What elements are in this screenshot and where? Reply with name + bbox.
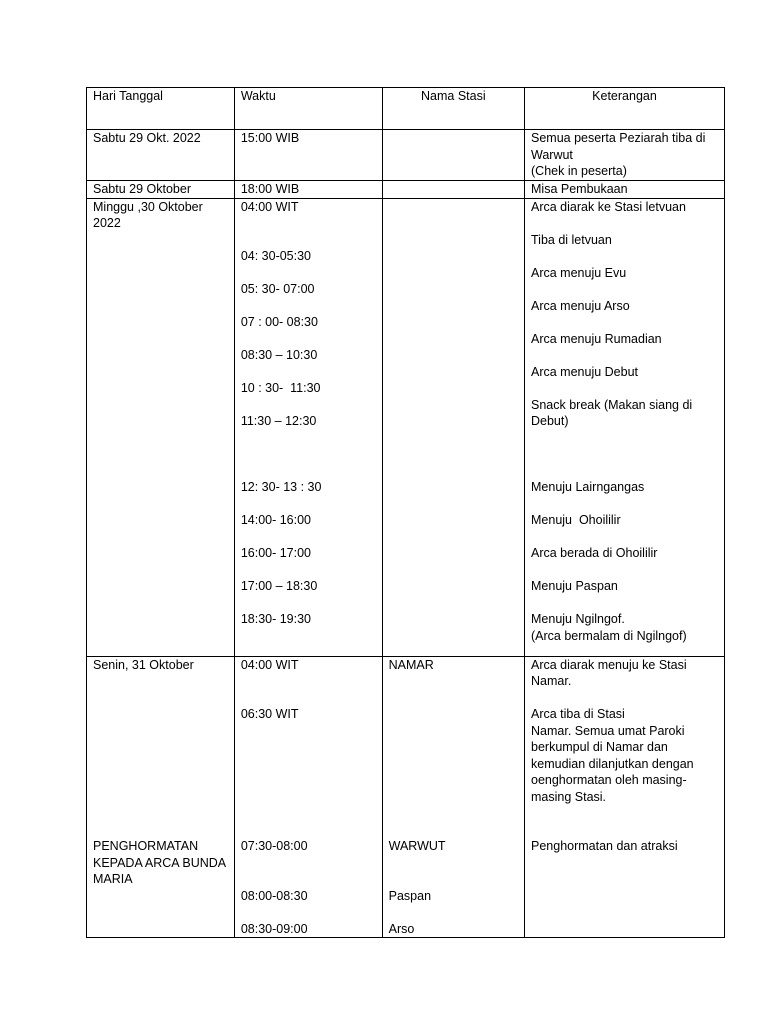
blank-line [241, 430, 376, 447]
cell-text-line: Menuju Paspan [531, 579, 618, 593]
blank-line [389, 706, 518, 723]
blank-line [531, 822, 718, 839]
blank-line [389, 772, 518, 789]
blank-line [241, 690, 376, 707]
note-cell [525, 656, 725, 938]
blank-line [389, 855, 518, 872]
cell-text-line: Arca menuju Rumadian [531, 331, 662, 346]
cell-text-line: 05: 30- 07:00 [240, 282, 315, 296]
time-cell [234, 181, 382, 199]
cell-text-line: Penghormatan dan atraksi [531, 839, 678, 853]
header-hari-tanggal: Hari Tanggal [87, 88, 235, 130]
blank-line [531, 314, 718, 331]
cell-text-line: Arso [388, 921, 415, 936]
cell-text-line: 10 : 30- 11:30 [240, 381, 321, 395]
cell-text-line: WARWUT [388, 839, 446, 853]
blank-line [93, 822, 228, 839]
cell-text-line: 04:00 WIT [240, 657, 299, 672]
blank-line [241, 904, 376, 921]
cell-text-line: KEPADA ARCA BUNDA [93, 855, 227, 870]
cell-text-line: Namar. Semua umat Paroki [531, 723, 685, 738]
cell-text-line: 16:00- 17:00 [240, 546, 312, 560]
station-cell [382, 198, 524, 656]
blank-line [241, 232, 376, 249]
cell-text-line: 08:30 – 10:30 [240, 348, 318, 362]
blank-line [531, 595, 718, 612]
blank-line [93, 772, 228, 789]
table-row [87, 656, 725, 938]
time-cell [234, 130, 382, 181]
cell-text-line: Menuju Ngilngof. [531, 612, 625, 626]
cell-text-line: 07:30-08:00 [240, 839, 308, 853]
cell-text-line: Arca diarak ke Stasi letvuan [531, 199, 686, 214]
cell-text-line: Arca berada di Ohoililir [531, 546, 658, 560]
blank-line [389, 805, 518, 822]
blank-line [241, 463, 376, 480]
cell-text-line: 08:00-08:30 [240, 888, 308, 903]
blank-line [531, 496, 718, 513]
blank-line [389, 690, 518, 707]
cell-text-line: Minggu ,30 Oktober [93, 199, 203, 214]
cell-text-line: Warwut [531, 147, 573, 162]
blank-line [241, 397, 376, 414]
cell-text-line: Arca menuju Debut [531, 364, 639, 379]
cell-text-line: Semua peserta Peziarah tiba di [531, 131, 706, 145]
blank-line [93, 706, 228, 723]
blank-line [93, 756, 228, 773]
cell-text-line: masing Stasi. [531, 789, 607, 804]
blank-line [241, 756, 376, 773]
blank-line [531, 805, 718, 822]
cell-text-line: Arca menuju Evu [531, 265, 627, 280]
cell-text-line: 18:00 WIB [240, 182, 300, 196]
day-cell [87, 656, 235, 938]
cell-text-line: 18:30- 19:30 [240, 612, 312, 626]
blank-line [531, 446, 718, 463]
note-cell [525, 181, 725, 199]
cell-text-line: oenghormatan oleh masing- [531, 773, 687, 787]
blank-line [531, 529, 718, 546]
cell-text-line: Arca menuju Arso [531, 298, 630, 313]
time-cell [234, 198, 382, 656]
cell-text-line: 12: 30- 13 : 30 [240, 480, 322, 494]
blank-line [241, 673, 376, 690]
cell-text-line: 04:00 WIT [240, 199, 299, 214]
cell-text-line: Arca tiba di Stasi [531, 707, 625, 721]
cell-text-line: berkumpul di Namar dan [531, 740, 668, 754]
blank-line [389, 723, 518, 740]
blank-line [93, 690, 228, 707]
day-cell [87, 181, 235, 199]
cell-text-line: Debut) [531, 414, 569, 428]
note-cell [525, 198, 725, 656]
cell-text-line: 11:30 – 12:30 [240, 414, 317, 428]
blank-line [389, 822, 518, 839]
blank-line [389, 789, 518, 806]
note-cell [525, 130, 725, 181]
table-row [87, 198, 725, 656]
cell-text-line: Senin, 31 Oktober [93, 657, 194, 672]
blank-line [241, 496, 376, 513]
blank-line [93, 805, 228, 822]
blank-line [241, 805, 376, 822]
blank-line [531, 215, 718, 232]
header-waktu: Waktu [234, 88, 382, 130]
cell-text-line: 07 : 00- 08:30 [240, 315, 318, 329]
cell-text-line: Menuju Ohoililir [531, 513, 621, 527]
cell-text-line: PENGHORMATAN [93, 839, 199, 853]
blank-line [531, 690, 718, 707]
cell-text-line: 06:30 WIT [240, 707, 299, 721]
blank-line [241, 215, 376, 232]
blank-line [241, 772, 376, 789]
blank-line [93, 673, 228, 690]
blank-line [389, 871, 518, 888]
blank-line [241, 562, 376, 579]
table-row [87, 181, 725, 199]
cell-text-line: Arca diarak menuju ke Stasi [531, 657, 687, 672]
station-cell [382, 181, 524, 199]
header-nama-stasi: Nama Stasi [382, 88, 524, 130]
cell-text-line: 04: 30-05:30 [240, 249, 312, 263]
cell-text-line: 14:00- 16:00 [240, 513, 312, 527]
blank-line [531, 463, 718, 480]
blank-line [241, 855, 376, 872]
cell-text-line: MARIA [93, 872, 133, 886]
blank-line [241, 331, 376, 348]
cell-text-line: Namar. [531, 674, 572, 688]
blank-line [93, 789, 228, 806]
cell-text-line: Misa Pembukaan [531, 182, 628, 196]
blank-line [531, 281, 718, 298]
blank-line [389, 904, 518, 921]
cell-text-line: 2022 [93, 216, 121, 230]
blank-line [531, 562, 718, 579]
cell-text-line: Tiba di letvuan [531, 232, 612, 247]
blank-line [389, 739, 518, 756]
blank-line [241, 529, 376, 546]
blank-line [531, 347, 718, 364]
cell-text-line: 17:00 – 18:30 [240, 579, 318, 593]
blank-line [389, 756, 518, 773]
blank-line [241, 822, 376, 839]
blank-line [531, 248, 718, 265]
blank-line [241, 871, 376, 888]
blank-line [241, 595, 376, 612]
cell-text-line: 15:00 WIB [240, 131, 300, 145]
day-cell [87, 130, 235, 181]
blank-line [531, 430, 718, 447]
cell-text-line: Snack break (Makan siang di [531, 397, 693, 412]
blank-line [241, 739, 376, 756]
cell-text-line: Sabtu 29 Okt. 2022 [93, 131, 201, 145]
cell-text-line: (Chek in peserta) [531, 164, 627, 178]
cell-text-line: kemudian dilanjutkan dengan [531, 756, 694, 771]
cell-text-line: 08:30-09:00 [240, 921, 308, 936]
blank-line [531, 380, 718, 397]
blank-line [93, 739, 228, 756]
blank-line [93, 723, 228, 740]
table-row [87, 130, 725, 181]
cell-text-line: NAMAR [388, 657, 434, 672]
cell-text-line: (Arca bermalam di Ngilngof) [531, 628, 687, 643]
header-keterangan: Keterangan [525, 88, 725, 130]
table-header-row [87, 88, 725, 130]
blank-line [241, 446, 376, 463]
blank-line [389, 673, 518, 690]
blank-line [241, 789, 376, 806]
station-cell [382, 656, 524, 938]
schedule-table [86, 87, 725, 938]
cell-text-line: Paspan [388, 888, 432, 903]
blank-line [241, 364, 376, 381]
cell-text-line: Menuju Lairngangas [531, 480, 645, 494]
cell-text-line: Sabtu 29 Oktober [93, 182, 191, 196]
blank-line [241, 298, 376, 315]
blank-line [241, 265, 376, 282]
station-cell [382, 130, 524, 181]
blank-line [241, 723, 376, 740]
time-cell [234, 656, 382, 938]
day-cell [87, 198, 235, 656]
